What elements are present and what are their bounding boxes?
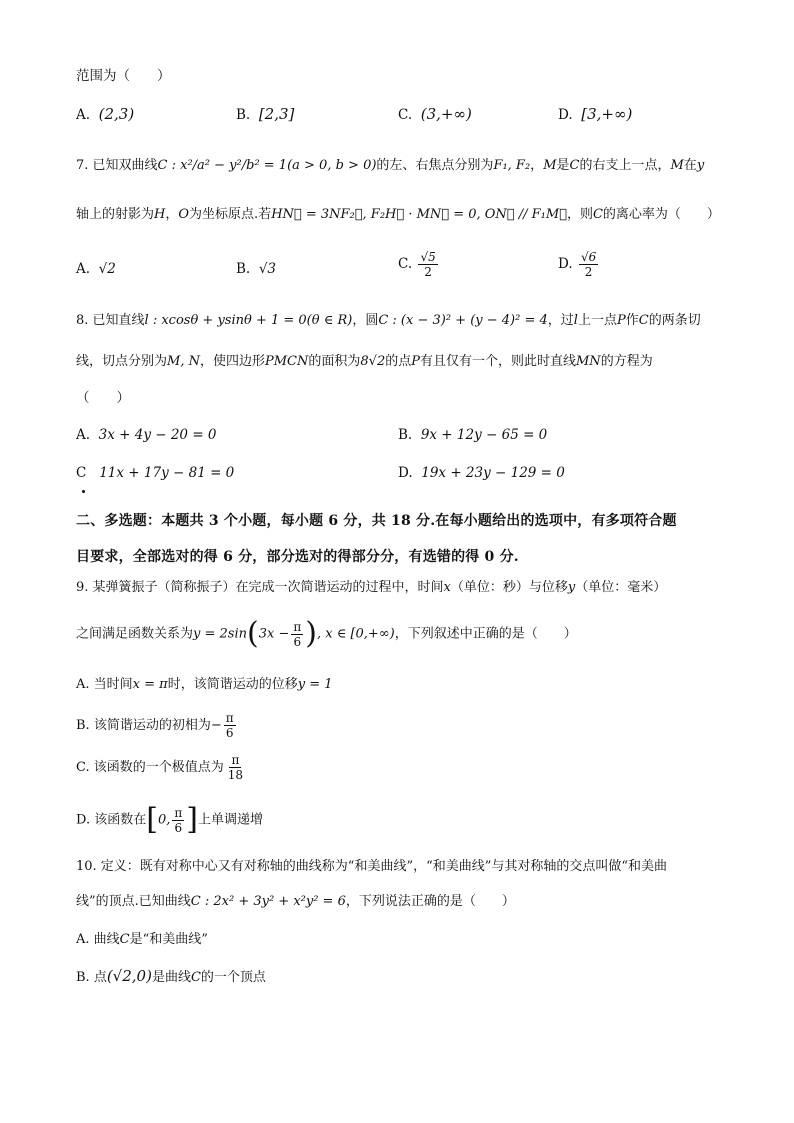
- text: 上一点: [577, 313, 617, 328]
- text: 时，该简谐运动的位移: [167, 677, 298, 692]
- text: 的点: [385, 354, 412, 369]
- math-function: y = 2sin: [193, 626, 247, 642]
- text: 在: [683, 158, 697, 173]
- q7-hyperbola-equation: C : x²/a² − y²/b² = 1(a > 0, b > 0): [157, 158, 377, 173]
- fraction: [291, 620, 303, 649]
- math-c: C: [119, 932, 130, 947]
- math-c: C: [638, 313, 649, 328]
- fraction: [226, 753, 245, 782]
- text: 是“和美曲线”: [129, 932, 208, 947]
- math-c: C: [592, 207, 603, 222]
- math-mn: M, N: [167, 354, 200, 369]
- option-value: 9x + 12y − 65 = 0: [420, 427, 548, 443]
- text: ，使四边形: [199, 354, 265, 369]
- option-letter: C.: [398, 107, 413, 123]
- text: 是曲线: [151, 970, 191, 985]
- q7-vector-conditions: HN⃗ = 3NF₂⃗, F₂H⃗ · MN⃗ = 0, ON⃗ // F₁M⃗: [271, 207, 567, 222]
- fraction-denominator: 18: [227, 768, 244, 782]
- fraction-numerator: π: [174, 805, 183, 820]
- q10-option-a: [76, 930, 208, 950]
- q9-option-b: [76, 708, 238, 744]
- section-heading-line2: 目要求，全部选对的得 6 分，部分选对的得部分分，有选错的得 0 分.: [76, 549, 519, 565]
- text: 的离心率为（ ）: [602, 207, 720, 222]
- option-value: 3x + 4y − 20 = 0: [98, 427, 217, 443]
- math-area: 8√2: [360, 354, 386, 369]
- q6-option-c: [398, 104, 472, 125]
- fraction-numerator: √6: [580, 250, 597, 264]
- q10-stem-line2: [76, 892, 515, 912]
- option-letter: C: [76, 465, 87, 481]
- option-letter: B.: [236, 261, 251, 277]
- fraction-numerator: π: [293, 619, 302, 634]
- text: 的面积为: [308, 354, 361, 369]
- q7-option-a: [76, 259, 116, 279]
- fraction: [418, 250, 437, 279]
- math-expr: x = π: [132, 677, 168, 692]
- option-value: [2,3]: [258, 105, 295, 123]
- math-mn: MN: [576, 354, 601, 369]
- fraction-denominator: 6: [293, 634, 302, 649]
- math-l: l: [573, 313, 578, 328]
- text: （单位：秒）与位移: [450, 580, 568, 595]
- text: ，圆: [352, 313, 379, 328]
- q6-option-a: [76, 104, 134, 125]
- text: ，: [530, 158, 544, 173]
- text: （单位：毫米）: [575, 580, 667, 595]
- q7-option-c: [398, 250, 440, 279]
- math-m: M: [543, 158, 557, 173]
- q7-number-text: 7. 已知双曲线: [76, 158, 158, 173]
- math-y: y: [696, 158, 705, 173]
- math-c: C: [569, 158, 580, 173]
- option-value: (3,+∞): [420, 105, 472, 123]
- option-letter: D.: [558, 107, 573, 123]
- math-point: (√2,0): [106, 967, 152, 985]
- section-heading-line1: 二、多选题：本题共 3 个小题，每小题 6 分，共 18 分.在每小题给出的选项中，有多项符合题: [76, 513, 677, 529]
- option-value: (2,3): [98, 105, 135, 123]
- q8-stem-line2: [76, 352, 653, 372]
- text: 的一个顶点: [200, 970, 266, 985]
- q8-number-text: 8. 已知直线: [76, 313, 145, 328]
- fraction-denominator: 2: [584, 265, 593, 279]
- text: 线”的顶点.已知曲线: [76, 894, 191, 909]
- q7-option-d: [558, 250, 600, 279]
- option-value: √2: [98, 261, 116, 277]
- math-p: P: [616, 313, 626, 328]
- math-minus: −: [210, 718, 222, 733]
- math-y: y: [567, 580, 576, 595]
- text: 作: [625, 313, 639, 328]
- right-paren: ): [305, 616, 317, 651]
- text: D. 该函数在: [76, 812, 147, 828]
- stray-dot-mark: [82, 490, 85, 493]
- q7-stem-line2: [76, 205, 720, 225]
- text: ，则: [566, 207, 593, 222]
- option-letter: B.: [236, 107, 251, 123]
- math-x: x: [443, 580, 451, 595]
- q10-stem-line1: 10. 定义：既有对称中心又有对称轴的曲线称为“和美曲线”，“和美曲线”与其对称轴的交点叫做“和美曲: [76, 859, 668, 874]
- fraction-denominator: 6: [225, 726, 234, 740]
- text: 的方程为: [600, 354, 653, 369]
- math-argument: 3x −: [258, 626, 290, 642]
- text: ，过: [547, 313, 574, 328]
- q8-option-a: [76, 425, 217, 445]
- fraction-denominator: 6: [174, 820, 183, 835]
- right-bracket: ]: [186, 802, 198, 837]
- q8-option-c: [76, 463, 234, 483]
- option-letter: B.: [398, 427, 413, 443]
- q7-stem-line1: [76, 156, 704, 176]
- q7-option-b: [236, 259, 276, 279]
- fraction-numerator: π: [231, 753, 240, 767]
- text: 上单调递增: [197, 812, 263, 828]
- math-expr: y = 1: [297, 677, 333, 692]
- q6-option-b: [236, 104, 294, 125]
- text: ，: [165, 207, 179, 222]
- q10-curve-equation: C : 2x² + 3y² + x²y² = 6: [190, 894, 346, 909]
- q8-stem-line1: [76, 311, 701, 331]
- q9-number-text: 9. 某弹簧振子（简称振子）在完成一次简谐运动的过程中，时间: [76, 580, 444, 595]
- option-letter: A.: [76, 107, 91, 123]
- text: 的右支上一点，: [579, 158, 671, 173]
- q9-stem-line2: [76, 616, 577, 653]
- q10-option-b: [76, 966, 266, 988]
- text: 线，切点分别为: [76, 354, 168, 369]
- text: 为坐标原点.若: [189, 207, 272, 222]
- q9-option-a: [76, 675, 333, 695]
- text: A. 曲线: [76, 932, 120, 947]
- math-foci: F₁, F₂: [493, 158, 531, 173]
- option-letter: A.: [76, 261, 91, 277]
- fraction: [172, 806, 184, 835]
- text: B. 该简谐运动的初相为: [76, 718, 211, 733]
- text: B. 点: [76, 970, 107, 985]
- fraction-denominator: 2: [424, 265, 432, 279]
- text: A. 当时间: [76, 677, 133, 692]
- math-p: P: [411, 354, 420, 369]
- option-value: 11x + 17y − 81 = 0: [99, 465, 235, 481]
- text: 的左、右焦点分别为: [376, 158, 494, 173]
- text: ，下列叙述中正确的是（ ）: [394, 626, 577, 642]
- text: 的两条切: [648, 313, 701, 328]
- text: 之间满足函数关系为: [76, 626, 194, 642]
- text: 是: [556, 158, 570, 173]
- option-letter: A.: [76, 427, 91, 443]
- text: 有且仅有一个，则此时直线: [419, 354, 576, 369]
- math-h: H: [154, 207, 166, 222]
- q9-option-c: [76, 750, 247, 786]
- q9-option-d: [76, 802, 263, 839]
- fraction: [579, 250, 598, 279]
- fraction-numerator: π: [225, 711, 234, 725]
- left-bracket: [: [146, 802, 158, 837]
- q6-option-d: [558, 104, 632, 125]
- option-letter: D.: [558, 256, 573, 272]
- fraction-numerator: √5: [420, 250, 436, 264]
- q8-circle-equation: C : (x − 3)² + (y − 4)² = 4: [378, 313, 548, 328]
- q8-stem-line3: （ ）: [76, 390, 130, 406]
- option-value: [3,+∞): [581, 105, 633, 123]
- text: C. 该函数的一个极值点为: [76, 760, 224, 775]
- math-c: C: [190, 970, 201, 985]
- left-paren: (: [247, 616, 259, 651]
- q6-tail-text: 范围为（ ）: [76, 68, 171, 84]
- math-m: M: [670, 158, 684, 173]
- option-letter: C.: [398, 256, 413, 272]
- q8-option-d: [398, 463, 565, 483]
- q8-option-b: [398, 425, 547, 445]
- math-interval: 0,: [157, 812, 171, 828]
- math-pmcn: PMCN: [264, 354, 309, 369]
- q9-stem-line1: [76, 578, 666, 598]
- option-value: 19x + 23y − 129 = 0: [421, 465, 565, 481]
- math-o: O: [178, 207, 190, 222]
- q8-line-equation: l : xcosθ + ysinθ + 1 = 0(θ ∈ R): [144, 313, 353, 328]
- text: ，下列说法正确的是（ ）: [345, 894, 515, 909]
- option-letter: D.: [398, 465, 413, 481]
- text: 轴上的射影为: [76, 207, 155, 222]
- fraction: [224, 711, 236, 740]
- option-value: √3: [258, 261, 277, 277]
- math-domain: , x ∈ [0,+∞): [316, 626, 395, 642]
